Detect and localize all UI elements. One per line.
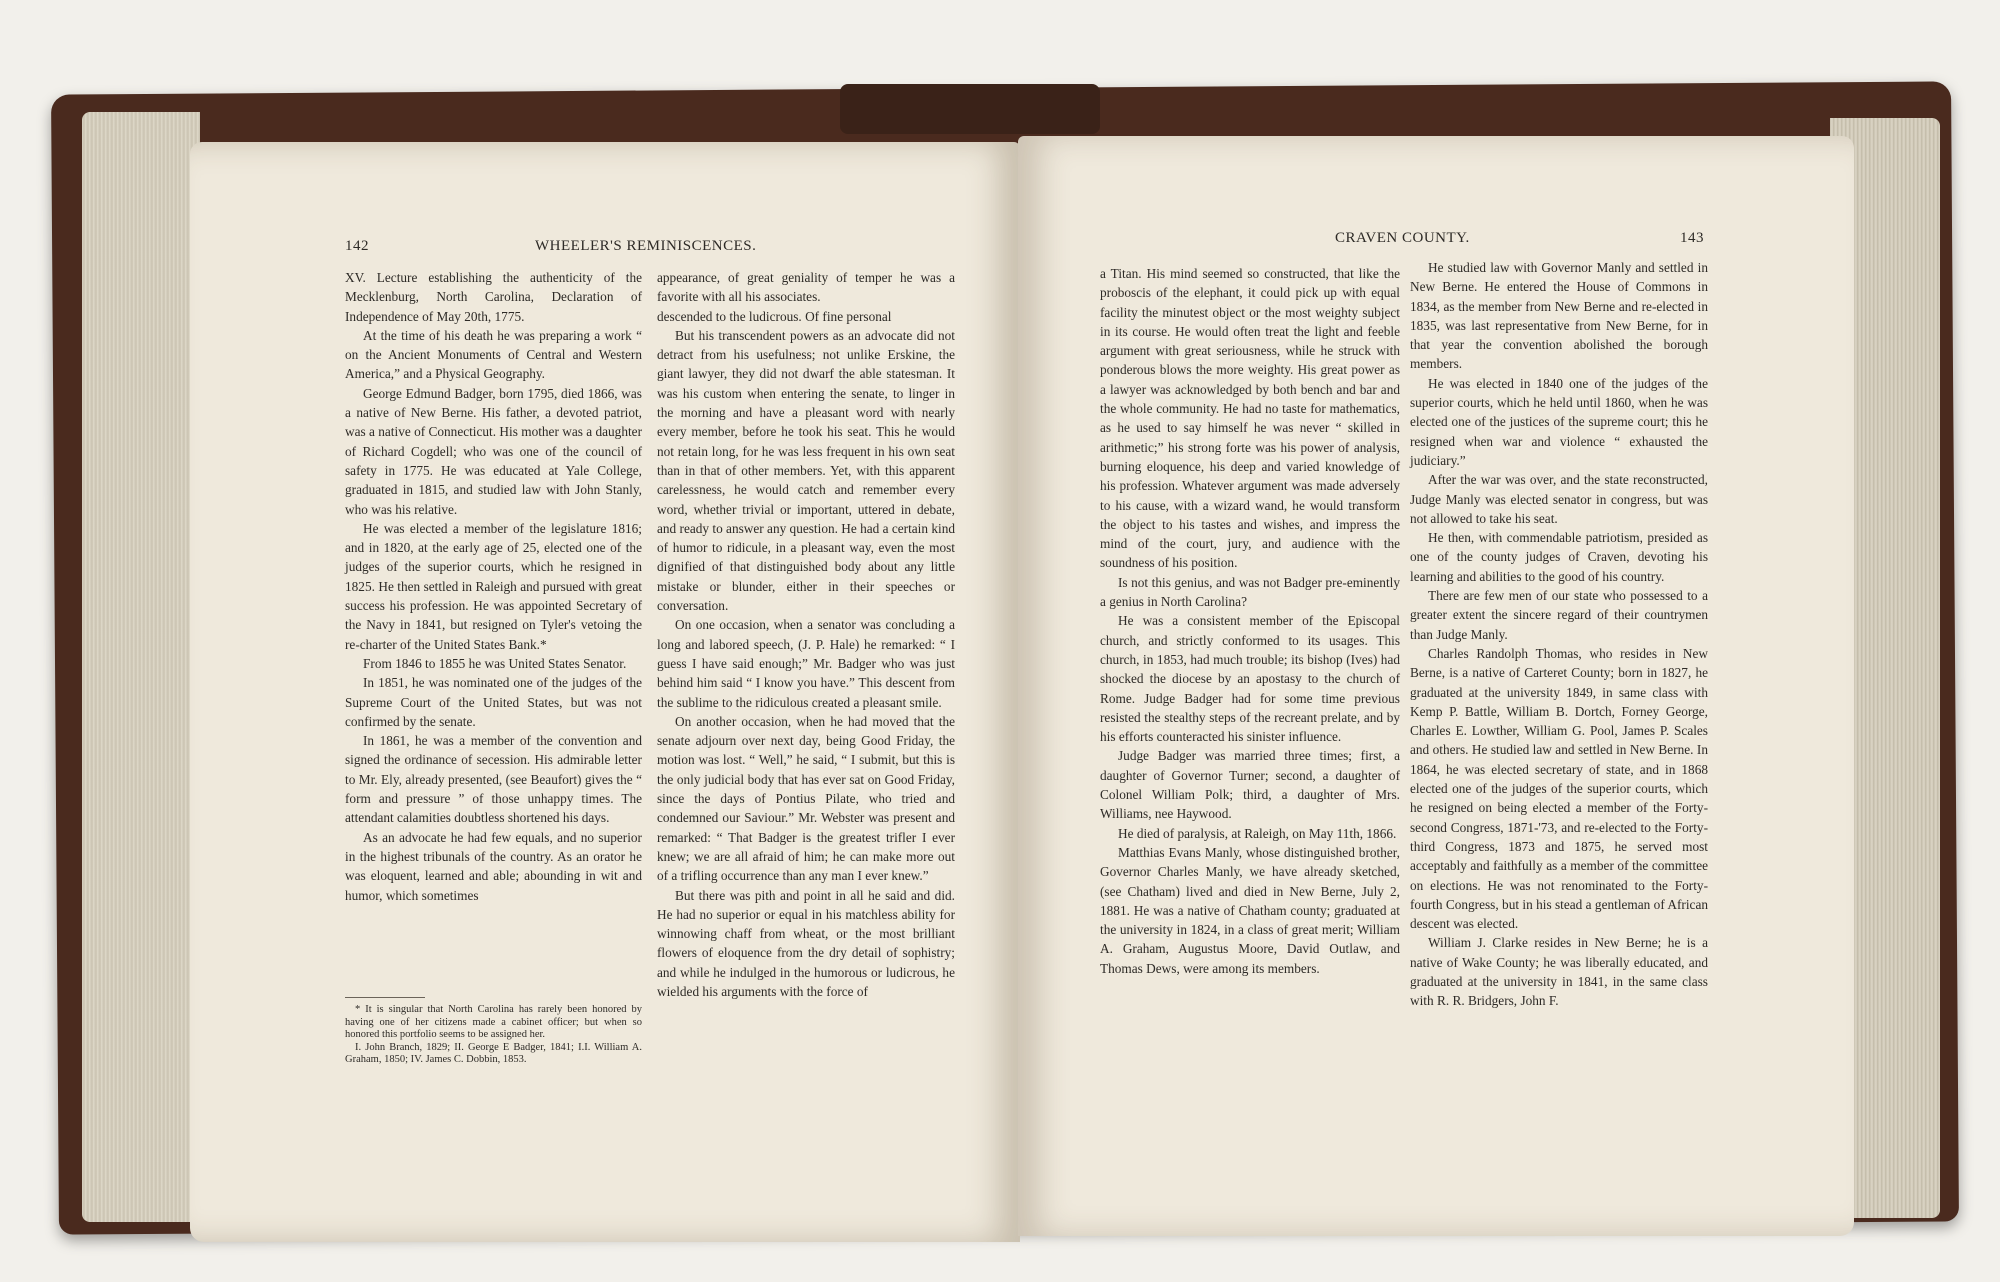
paragraph: XV. Lecture establishing the authenticity of the Mecklenburg, North Carolina, Declaration of Independence of May 20th, 1775. <box>345 270 642 324</box>
paragraph: On one occasion, when a senator was concluding a long and labored speech, (J. P. Hale) he remarked: “ I guess I have said enough;” Mr. Badger who was just behind him said “ I know you have.” This descent from the sublime to the ridiculous created a pleasant smile. <box>657 617 955 710</box>
paragraph: He was elected a member of the legislature 1816; and in 1820, at the early age of 25, elected one of the judges of the superior courts, which he resigned in 1825. He then settled in Raleigh and pursued with great success his profession. He was appointed Secretary of the Navy in 1841, but resigned on Tyler's vetoing the re-charter of the United States Bank.* <box>345 520 642 652</box>
paragraph: He then, with commendable patriotism, presided as one of the county judges of Craven, devoting his learning and abilities to the good of his country. <box>1410 530 1708 584</box>
paragraph: Is not this genius, and was not Badger pre-eminently a genius in North Carolina? <box>1100 574 1400 610</box>
paragraph: He was a consistent member of the Episcopal church, and strictly conformed to its usages. This church, in 1853, had much trouble; its bishop (Ives) had shocked the diocese by an apostasy to the church of Rome. Judge Badger had for some time previous resisted the stealthy steps of the recreant prelate, and by his efforts counteracted his sinister influence. <box>1100 613 1400 745</box>
footnote-text: I. John Branch, 1829; II. George E Badger, 1841; I.I. William A. Graham, 1850; IV. James C. Dobbin, 1853. <box>345 1041 642 1065</box>
paragraph: descended to the ludicrous. Of fine personal <box>657 308 892 324</box>
paragraph: He died of paralysis, at Raleigh, on May 11th, 1866. <box>1118 825 1397 841</box>
page-edges-left <box>82 112 200 1222</box>
book-spine <box>840 84 1100 134</box>
text-column-2 <box>1410 258 1708 1011</box>
paragraph: But there was pith and point in all he said and did. He had no superior or equal in his matchless ability for winnowing chaff from wheat, or the most brilliant flowers of eloquence from the dry detail of sophistry; and while he indulged in the humorous or ludicrous, he wielded his arguments with the force of <box>657 887 955 999</box>
paragraph: From 1846 to 1855 he was United States Senator. <box>363 655 627 671</box>
paragraph: After the war was over, and the state reconstructed, Judge Manly was elected senator in congress, but was not allowed to take his seat. <box>1410 472 1708 526</box>
footnote-text: * It is singular that North Carolina has rarely been honored by having one of her citizens made a cabinet officer; but when so honored this portfolio seems to be assigned her. <box>345 1004 642 1040</box>
text-column-1 <box>345 268 642 905</box>
paragraph: In 1861, he was a member of the convention and signed the ordinance of secession. His admirable letter to Mr. Ely, already presented, (see Beaufort) gives the “ form and pressure ” of those unhappy times. The attendant calamities doubtless shortened his days. <box>345 733 642 826</box>
paragraph: He studied law with Governor Manly and settled in New Berne. He entered the House of Commons in 1834, as the member from New Berne and re-elected in 1835, was last representative from New Berne, for in that year the convention abolished the borough members. <box>1410 260 1708 372</box>
paragraph: Judge Badger was married three times; first, a daughter of Governor Turner; second, a daughter of Colonel William Polk; third, a daughter of Mrs. Williams, nee Haywood. <box>1100 748 1400 822</box>
text-column-1 <box>1100 264 1400 978</box>
paragraph: At the time of his death he was preparing a work “ on the Ancient Monuments of Central and Western America,” and a Physical Geography. <box>345 327 642 382</box>
paragraph: As an advocate he had few equals, and no superior in the highest tribunals of the country. As an orator he was eloquent, learned and able; abounding in wit and humor, which sometimes <box>345 829 642 903</box>
paragraph: William J. Clarke resides in New Berne; he is a native of Wake County; he was liberally educated, and graduated at the university in 1841, in the same class with R. R. Bridgers, John F. <box>1410 935 1708 1009</box>
paragraph: George Edmund Badger, born 1795, died 1866, was a native of New Berne. His father, a devoted patriot, was a native of Connecticut. His mother was a daughter of Richard Cogdell; who was one of the council of safety in 1775. He was educated at Yale College, graduated in 1815, and studied law with John Stanly, who was his relative. <box>345 385 642 517</box>
right-page <box>1018 136 1854 1236</box>
paragraph: There are few men of our state who possessed to a greater extent the sincere regard of their countrymen than Judge Manly. <box>1410 588 1708 642</box>
paragraph: But his transcendent powers as an advocate did not detract from his usefulness; not unlike Erskine, the giant lawyer, they did not dwarf the able statesman. It was his custom when entering the senate, to linger in the morning and have a pleasant word with nearly every member, before he took his seat. This he would not retain long, for he was less frequent in his own seat than in that of other members. Yet, with this apparent carelessness, he would catch and remember every word, whether trivial or important, uttered in debate, and ready to answer any question. He had a certain kind of humor to ridicule, in a pleasant way, even the most dignified of that distinguished body about any little mistake or blunder, either in their speeches or conversation. <box>657 327 955 614</box>
left-page <box>190 142 1020 1242</box>
running-head: CRAVEN COUNTY. <box>1335 230 1470 246</box>
paragraph: appearance, of great geniality of temper he was a favorite with all his associates. <box>657 270 955 305</box>
page-number: 142 <box>345 238 369 254</box>
paragraph: Charles Randolph Thomas, who resides in New Berne, is a native of Carteret County; born in 1827, he graduated at the university 1849, in same class with Kemp P. Battle, William B. Dortch, Forney George, Charles E. Lowther, William G. Pool, James P. Scales and others. He studied law and settled in New Berne. In 1864, he was elected secretary of state, and in 1868 elected one of the judges of the superior courts, which he resigned on being elected a member of the Forty-second Congress, 1871-'73, and re-elected to the Forty-third Congress, 1873 and 1875, he served most acceptably and faithfully as a member of the committee on elections. He was not renominated to the Forty-fourth Congress, but in his stead a gentleman of African descent was elected. <box>1410 645 1708 932</box>
page-number: 143 <box>1680 230 1704 246</box>
running-head: WHEELER'S REMINISCENCES. <box>535 238 757 254</box>
footnote <box>345 1004 642 1067</box>
paragraph: Matthias Evans Manly, whose distinguished brother, Governor Charles Manly, we have already sketched, (see Chatham) lived and died in New Berne, July 2, 1881. He was a native of Chatham county; graduated at the university in 1824, in a class of great merit; William A. Graham, Augustus Moore, David Outlaw, and Thomas Dews, were among its members. <box>1100 844 1400 976</box>
paragraph: a Titan. His mind seemed so constructed, that like the proboscis of the elephant, it could pick up with equal facility the minutest object or the most weighty subject in its course. He would often treat the light and feeble argument with great seriousness, while he struck with ponderous blows the more weighty. His great power as a lawyer was acknowledged by both bench and bar and the whole community. He had no taste for mathematics, as he used to say himself he was never “ skilled in arithmetic;” his strong forte was his power of analysis, burning eloquence, his deep and varied knowledge of his profession. Whatever argument was made adversely to his cause, with a wizard wand, he would transform the object to his tastes and wishes, and impress the mind of the court, jury, and audience with the soundness of his position. <box>1100 266 1400 571</box>
paragraph: In 1851, he was nominated one of the judges of the Supreme Court of the United States, but was not confirmed by the senate. <box>345 675 642 729</box>
footnote-rule <box>345 997 425 998</box>
text-column-2 <box>657 268 955 1001</box>
paragraph: He was elected in 1840 one of the judges of the superior courts, which he held until 1860, when he was elected one of the justices of the supreme court; this he resigned when war and violence “ exhausted the judiciary.” <box>1410 375 1708 468</box>
paragraph: On another occasion, when he had moved that the senate adjourn over next day, being Good Friday, the motion was lost. “ Well,” he said, “ I submit, but this is the only judicial body that has ever sat on Good Friday, since the days of Pontius Pilate, who tried and condemned our Saviour.” Mr. Webster was present and remarked: “ That Badger is the greatest trifler I ever knew; we are all afraid of him; he can make more out of a trifling occurrence than any man I ever knew.” <box>657 713 955 884</box>
